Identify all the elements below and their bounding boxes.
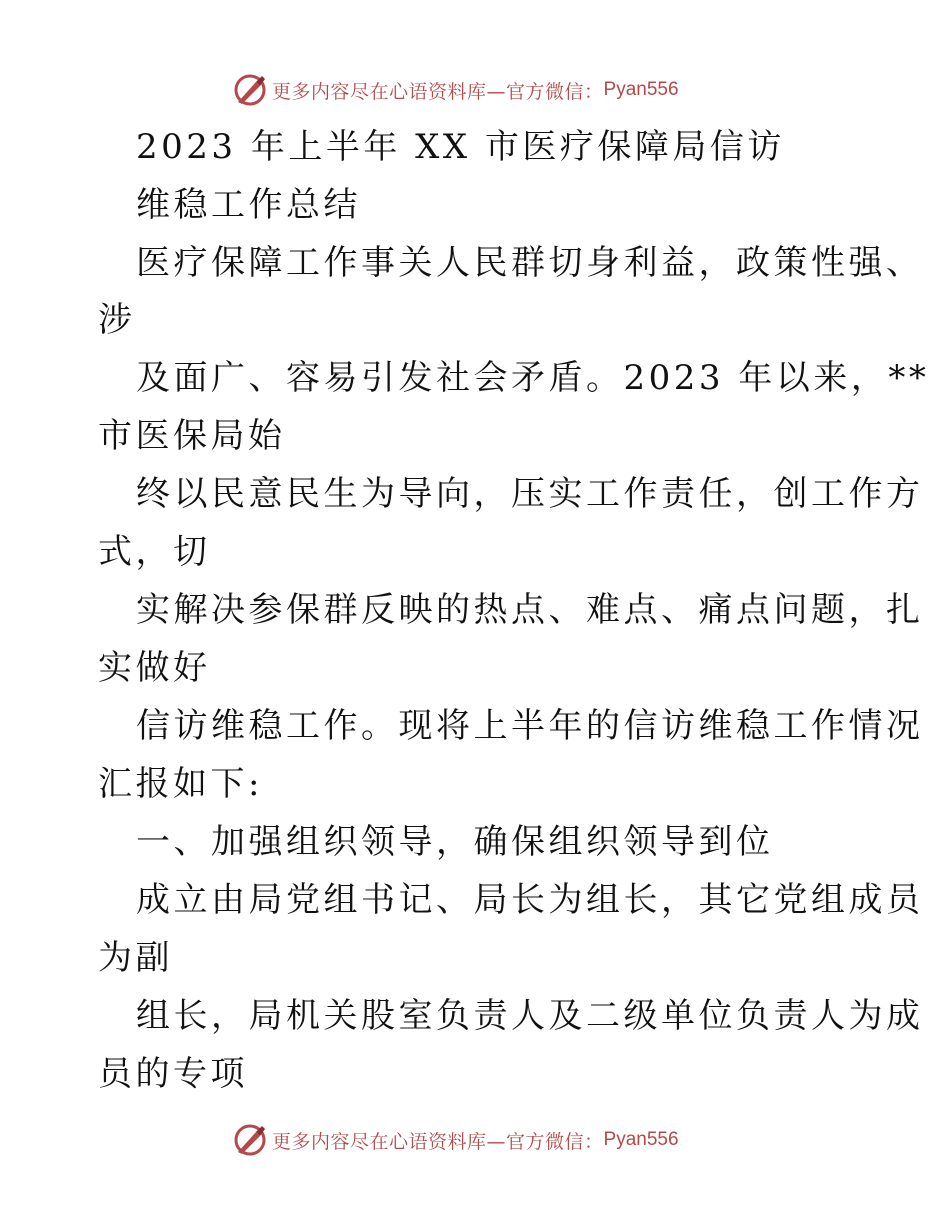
paragraph-line: 汇报如下: [98, 764, 263, 804]
paragraph-line: 为副 [98, 938, 173, 978]
footer-watermark [232, 1120, 679, 1160]
watermark-wechat-id: Pyan556 [603, 1129, 679, 1150]
paragraph-line: 及面广、容易引发社会矛盾。2023 年以来，** [136, 358, 930, 398]
paragraph-line: 组长，局机关股室负责人及二级单位负责人为成 [136, 996, 924, 1036]
watermark-text: 更多内容尽在心语资料库—官方微信： [272, 1130, 604, 1153]
header-watermark [232, 70, 679, 110]
paragraph-line: 信访维稳工作。现将上半年的信访维稳工作情况 [136, 706, 924, 746]
watermark-text: 更多内容尽在心语资料库—官方微信： [272, 80, 604, 103]
pen-seal-icon [232, 1122, 268, 1158]
paragraph-line: 实解决参保群反映的热点、难点、痛点问题，扎 [136, 590, 924, 630]
pen-seal-icon [232, 72, 268, 108]
document-title-line-2: 维稳工作总结 [136, 185, 361, 225]
watermark-wechat-id: Pyan556 [603, 79, 679, 100]
paragraph-line: 员的专项 [98, 1054, 248, 1094]
paragraph-line: 式，切 [98, 532, 211, 572]
section-heading: 一、加强组织领导，确保组织领导到位 [136, 822, 774, 862]
paragraph-line: 终以民意民生为导向，压实工作责任，创工作方 [136, 474, 924, 514]
paragraph-line: 成立由局党组书记、局长为组长，其它党组成员 [136, 880, 924, 920]
document-title-line-1: 2023 年上半年 XX 市医疗保障局信访 [136, 127, 785, 167]
paragraph-line: 市医保局始 [98, 416, 286, 456]
paragraph-line: 涉 [98, 300, 136, 340]
paragraph-line: 实做好 [98, 648, 211, 688]
paragraph-line: 医疗保障工作事关人民群切身利益，政策性强、 [136, 243, 924, 283]
